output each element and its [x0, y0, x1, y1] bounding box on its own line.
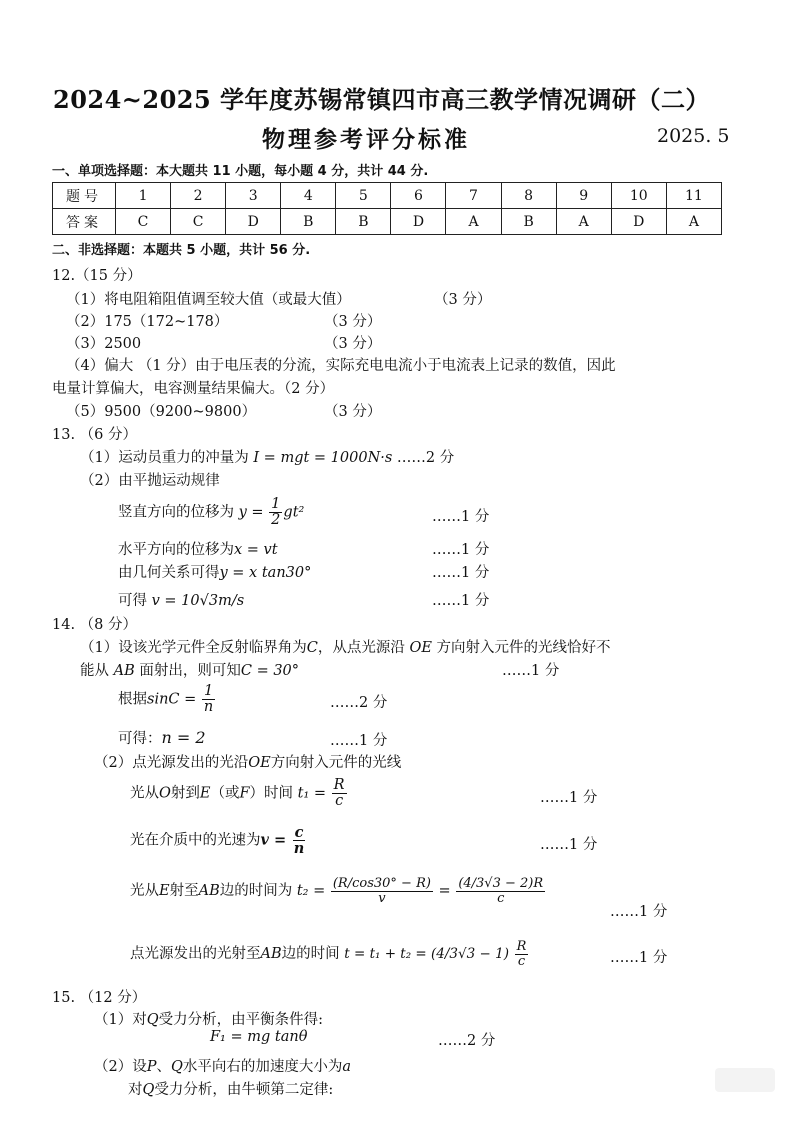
- q14-line7-score: ……1 分: [610, 904, 668, 920]
- q14-line3-text: 可得：: [118, 731, 162, 747]
- q14-line8-score: ……1 分: [610, 950, 668, 966]
- q13-line6-equation: v = 10√3m/s: [151, 593, 245, 609]
- q15-line3: [94, 1055, 351, 1076]
- answer-cell: C: [171, 209, 226, 235]
- q14-line7-equation: t₂ =: [296, 883, 326, 900]
- q15-line2-equation: F₁ = mg tanθ: [210, 1029, 308, 1045]
- fraction-denominator: c: [335, 793, 344, 810]
- q15-line4-rest: 受力分析，由牛顿第二定律:: [154, 1082, 334, 1098]
- q13-line5-equation: y = x tan30°: [219, 565, 312, 581]
- q13-line6-text: 可得: [118, 593, 147, 609]
- q14-line1a: [80, 636, 611, 657]
- q14-line1b-equation: C = 30°: [240, 663, 300, 679]
- answer-table-answer-row: [53, 209, 722, 235]
- q15-line4: [128, 1078, 333, 1099]
- q14-line5-score: ……1 分: [540, 790, 598, 806]
- q15-line3-text: （2）设: [94, 1059, 147, 1075]
- answer-cell: C: [116, 209, 171, 235]
- question-number: 10: [611, 183, 666, 209]
- row-header-answer: 答案: [53, 209, 116, 235]
- q14-line8-text2: 边的时间: [281, 946, 340, 963]
- q14-line6-equation: v =: [260, 831, 287, 849]
- watermark-patch: [715, 1068, 775, 1092]
- q14-line7-text: 光从: [130, 883, 159, 900]
- section2-heading: 二、非选择题：本题共 5 小题，共计 56 分.: [52, 243, 311, 258]
- q13-line4-score: ……1 分: [432, 542, 490, 558]
- fraction-numerator: c: [294, 824, 304, 841]
- fraction-numerator: 1: [203, 683, 214, 699]
- q13-line3-eq-right: gt²: [283, 504, 305, 521]
- q13-line6: [118, 589, 244, 610]
- q12-line4b: 电量计算偏大，电容测量结果偏大。（2 分）: [52, 381, 335, 397]
- question-number: 7: [446, 183, 501, 209]
- fraction-denominator: 2: [271, 512, 281, 529]
- q14-line3: [118, 727, 206, 748]
- answer-cell: B: [281, 209, 336, 235]
- q14-line2-equation: sinC =: [147, 691, 197, 708]
- q14-line7-text3: 边的时间为: [219, 883, 293, 900]
- fraction-denominator: n: [203, 699, 214, 716]
- var-oe: OE: [248, 755, 271, 771]
- section1-heading: 一、单项选择题：本大题共 11 小题，每小题 4 分，共计 44 分.: [52, 164, 429, 179]
- fraction-denominator: c: [517, 953, 526, 969]
- q15-line2-score: ……2 分: [438, 1033, 496, 1049]
- fraction-denominator: c: [497, 890, 505, 906]
- q13-line3-fraction: [269, 497, 282, 528]
- answer-cell: A: [556, 209, 611, 235]
- q12-line1-score: （3 分）: [434, 292, 492, 308]
- question-number: 2: [171, 183, 226, 209]
- q13-line3-score: ……1 分: [432, 509, 490, 525]
- var-ab: AB: [113, 663, 135, 679]
- q14-line7-equals: =: [438, 883, 451, 900]
- q12-line3-score: （3 分）: [324, 336, 382, 352]
- q13-line1-text: （1）运动员重力的冲量为: [80, 450, 249, 466]
- q13-line1-score: ……2 分: [396, 450, 455, 466]
- q14-line6-fraction: [292, 825, 307, 856]
- document-title: 2024~2025 学年度苏锡常镇四市高三教学情况调研（二）: [53, 85, 711, 114]
- q14-line2: [118, 684, 216, 715]
- q13-line5: [118, 561, 311, 582]
- q13-line1-equation: I = mgt = 1000N·s: [253, 450, 393, 466]
- question-number: 5: [336, 183, 391, 209]
- question-number: 8: [501, 183, 556, 209]
- q13-line4-equation: x = vt: [234, 542, 278, 558]
- q15-line1: [94, 1008, 323, 1029]
- answer-cell: D: [611, 209, 666, 235]
- question-number: 1: [116, 183, 171, 209]
- q14-line1a-rest: ，从点光源沿: [317, 640, 405, 656]
- fraction-denominator: n: [293, 840, 305, 858]
- question-number: 4: [281, 183, 336, 209]
- var-q: Q: [171, 1059, 183, 1075]
- answer-cell: D: [391, 209, 446, 235]
- q14-line7-fraction1: [331, 877, 433, 905]
- q14-line6-text: 光在介质中的光速为: [130, 832, 261, 849]
- var-a: a: [342, 1059, 352, 1075]
- q12-line1: （1）将电阻箱阻值调至较大值（或最大值）: [66, 292, 351, 308]
- q13-line3-text: 竖直方向的位移为: [118, 504, 234, 521]
- q14-line3-score: ……1 分: [330, 733, 388, 749]
- var-e: E: [199, 785, 211, 802]
- q13-line6-score: ……1 分: [432, 593, 490, 609]
- q13-line5-text: 由几何关系可得: [118, 565, 220, 581]
- q14-line6: [130, 825, 307, 856]
- q13-line5-score: ……1 分: [432, 565, 490, 581]
- q14-line4-text: （2）点光源发出的光沿: [94, 755, 249, 771]
- q14-line5-text2: 射到: [170, 785, 200, 802]
- q14-line6-score: ……1 分: [540, 837, 598, 853]
- q13-line2: （2）由平抛运动规律: [80, 473, 220, 489]
- q15-line1-rest: 受力分析，由平衡条件得:: [158, 1012, 324, 1028]
- fraction-numerator: 1: [271, 496, 281, 512]
- q15-heading: 15. （12 分）: [52, 990, 147, 1006]
- q13-line4: [118, 538, 278, 559]
- q14-line4: [94, 751, 401, 772]
- q13-line3-eq-left: y =: [238, 504, 264, 521]
- q14-heading: 14. （8 分）: [52, 617, 138, 633]
- q14-line5-fraction: [332, 778, 347, 809]
- document-subtitle: 物理参考评分标准: [262, 126, 470, 153]
- q12-line2: （2）175（172~178）: [66, 314, 229, 330]
- q13-line3: [118, 497, 304, 528]
- q13-heading: 13. （6 分）: [52, 427, 138, 443]
- row-header-question: 题号: [53, 183, 116, 209]
- fraction-numerator: (R/cos30° − R): [332, 876, 431, 891]
- answer-cell: B: [336, 209, 391, 235]
- question-number: 9: [556, 183, 611, 209]
- q14-line5-text4: ）时间: [249, 785, 294, 802]
- question-number: 3: [226, 183, 281, 209]
- q12-heading: 12.（15 分）: [52, 268, 142, 284]
- q14-line1b-rest: 面射出，则可知: [139, 663, 241, 679]
- q12-line5: （5）9500（9200~9800）: [66, 404, 257, 420]
- var-e: E: [159, 883, 170, 900]
- q14-line1a-end: 方向射入元件的光线恰好不: [436, 640, 611, 656]
- fraction-denominator: v: [378, 890, 386, 906]
- answer-cell: A: [666, 209, 721, 235]
- document-date: 2025. 5: [657, 125, 730, 147]
- var-f: F: [239, 785, 250, 802]
- q15-line1-text: （1）对: [94, 1012, 147, 1028]
- q14-line8-equation: t = t₁ + t₂ = (4/3√3 − 1): [344, 946, 509, 963]
- q12-line5-score: （3 分）: [324, 404, 382, 420]
- q14-line2-text: 根据: [118, 691, 147, 708]
- q14-line4-rest: 方向射入元件的光线: [270, 755, 402, 771]
- q14-line8-fraction: [515, 940, 529, 968]
- answer-table: [52, 182, 722, 235]
- q14-line1a-text: （1）设该光学元件全反射临界角为: [80, 640, 307, 656]
- q14-line2-score: ……2 分: [330, 695, 388, 711]
- q14-line7: [130, 877, 546, 905]
- q14-line5-equation: t₁ =: [297, 785, 327, 802]
- answer-cell: D: [226, 209, 281, 235]
- q12-line3: （3）2500: [66, 336, 142, 352]
- q12-line4a: （4）偏大 （1 分）由于电压表的分流，实际充电电流小于电流表上记录的数值，因此: [66, 358, 616, 374]
- var-q: Q: [146, 1012, 159, 1028]
- q14-line5-text: 光从: [130, 785, 159, 802]
- fraction-numerator: R: [516, 939, 527, 954]
- q13-line4-text: 水平方向的位移为: [118, 542, 234, 558]
- q14-line3-equation: n = 2: [161, 728, 206, 747]
- q15-line2: [210, 1029, 307, 1045]
- answer-cell: B: [501, 209, 556, 235]
- q15-line4-text: 对: [128, 1082, 143, 1098]
- question-number: 6: [391, 183, 446, 209]
- q14-line7-text2: 射至: [169, 883, 199, 900]
- q14-line2-fraction: [202, 684, 215, 715]
- var-p: P: [146, 1059, 157, 1075]
- q13-line1: [80, 446, 454, 467]
- var-ab: AB: [260, 946, 282, 963]
- q14-line5: [130, 778, 348, 809]
- answer-table-number-row: [53, 183, 722, 209]
- var-oe: OE: [409, 640, 432, 656]
- q14-line1b: [80, 659, 299, 680]
- fraction-numerator: (4/3√3 − 2)R: [458, 876, 544, 891]
- q14-line8-text: 点光源发出的光射至: [130, 946, 261, 963]
- question-number: 11: [666, 183, 721, 209]
- answer-cell: A: [446, 209, 501, 235]
- q14-line5-text3: （或: [210, 785, 240, 802]
- q14-line7-fraction2: [456, 877, 545, 905]
- var-o: O: [159, 785, 171, 802]
- q14-line8: [130, 940, 529, 968]
- q14-line1b-text: 能从: [80, 663, 109, 679]
- q12-line2-score: （3 分）: [324, 314, 382, 330]
- q15-line3-rest: 水平向右的加速度大小为: [182, 1059, 343, 1075]
- var-ab: AB: [198, 883, 220, 900]
- fraction-numerator: R: [333, 777, 345, 793]
- var-q: Q: [142, 1082, 155, 1098]
- var-c: C: [306, 640, 318, 656]
- q14-line1-score: ……1 分: [502, 663, 560, 679]
- q15-line3-sep: 、: [156, 1059, 171, 1075]
